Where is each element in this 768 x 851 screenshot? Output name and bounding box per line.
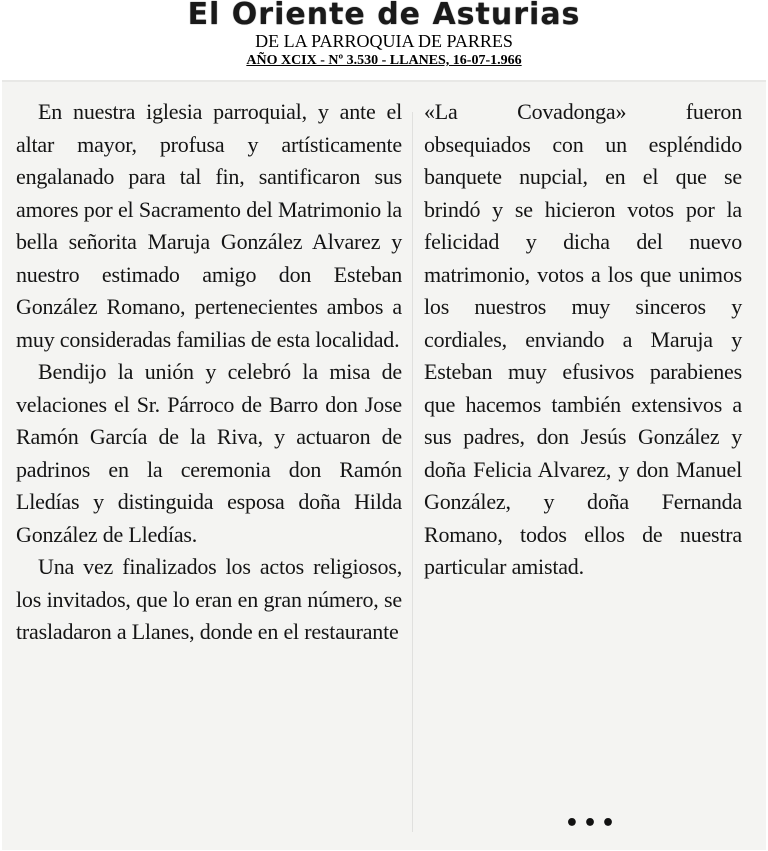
article-left-column: [16, 96, 402, 649]
masthead: [0, 0, 768, 76]
article-paragraph: «La Covadonga» fueron obsequiados con un espléndido banquete nupcial, en el que se brindó y se hicieron votos por la felicidad y dicha del nuevo matrimonio, votos a los que unimos los nuestros muy sinceros y cordiales, enviando a Maruja y Esteban muy efusivos parabienes que hacemos también extensivos a sus padres, don Jesús González y doña Felicia Alvarez, y don Manuel González, y doña Fernanda Romano, todos ellos de nuestra particular amistad.: [424, 99, 742, 579]
article-paragraph: En nuestra iglesia parroquial, y ante el altar mayor, profusa y artísticamente engalanado para tal fin, santificaron sus amores por el Sacramento del Matrimonio la bella señorita Maruja González Alvarez y nuestro estimado amigo don Esteban González Romano, pertenecientes ambos a muy consideradas familias de esta localidad.: [16, 99, 402, 352]
article-paragraph: Bendijo la unión y celebró la misa de velaciones el Sr. Párroco de Barro don Jose Ramón García de la Riva, y actuaron de padrinos en la ceremonia don Ramón Lledías y distinguida esposa doña Hilda González de Lledías.: [16, 359, 402, 547]
article-end-mark: •••: [564, 811, 620, 836]
issue-line-text: AÑO XCIX - Nº 3.530 - LLANES, 16-07-1.966: [246, 53, 522, 68]
article-paragraph: Una vez finalizados los actos religiosos, los invitados, que lo eran en gran número, se trasladaron a Llanes, donde en el restaurante: [16, 554, 402, 644]
issue-line: [0, 53, 768, 69]
section-title: DE LA PARROQUIA DE PARRES: [255, 31, 513, 51]
article-right-column: [424, 96, 742, 584]
column-divider: [412, 112, 413, 832]
newspaper-name: El Oriente de Asturias: [120, 0, 648, 30]
article-clipping: [2, 80, 766, 850]
